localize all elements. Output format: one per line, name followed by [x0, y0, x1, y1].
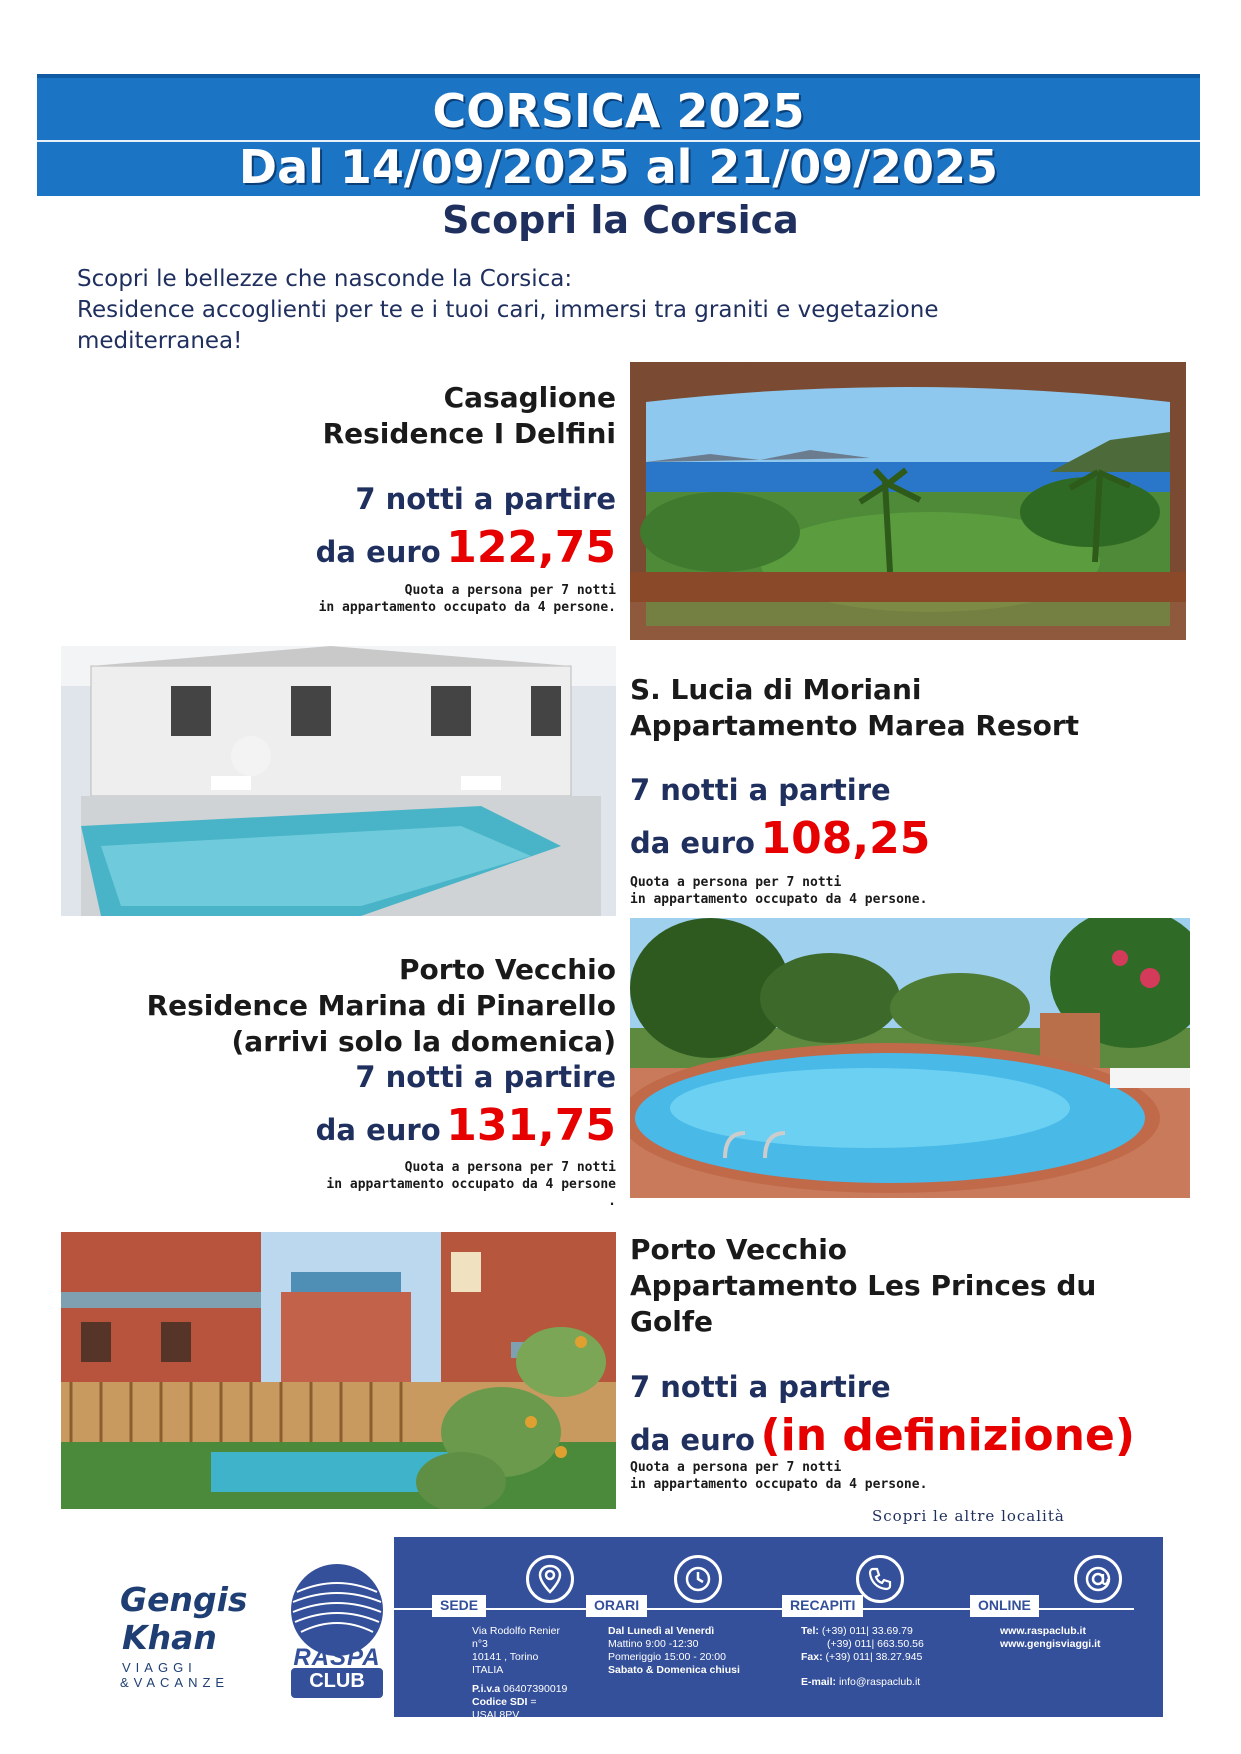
sdi-value: = USAL8PV — [472, 1696, 537, 1721]
offer-2-note-line: Quota a persona per 7 notti — [630, 875, 842, 890]
sede-piva — [472, 1683, 574, 1696]
recapiti-email — [801, 1676, 924, 1689]
offer-4-from-label: da euro — [630, 1423, 755, 1457]
page-title: CORSICA 2025 — [432, 84, 805, 138]
email-label: E-mail: — [801, 1676, 837, 1688]
offer-2-photo — [61, 646, 616, 916]
offer-2-nights: 7 notti a partire — [630, 773, 891, 807]
offer-3-note — [120, 1159, 616, 1210]
offer-3-nights: 7 notti a partire — [355, 1060, 616, 1094]
offer-4-note-line: in appartamento occupato da 4 persone. — [630, 1477, 928, 1492]
gengis-logo-line: Gengis — [120, 1580, 248, 1619]
footer-recapiti — [764, 1537, 964, 1717]
recapiti-details — [801, 1625, 924, 1689]
sede-address: Via Rodolfo Renier n°3 — [472, 1625, 560, 1650]
footer-online — [964, 1537, 1163, 1717]
orari-details — [608, 1625, 740, 1677]
footer-orari — [574, 1537, 764, 1717]
offer-3-note-line: in appartamento occupato da 4 persone — [326, 1177, 616, 1192]
orari-line: Dal Lunedì al Venerdì — [608, 1625, 715, 1637]
footer-label-orari: ORARI — [586, 1595, 647, 1617]
offer-1-note-line: in appartamento occupato da 4 persone. — [318, 600, 616, 615]
round-pool-image — [630, 918, 1190, 1198]
offer-1-place — [180, 380, 616, 452]
offer-3-place — [120, 952, 616, 1060]
raspa-logo-text: RASPA — [293, 1644, 381, 1671]
intro-line: Scopri le bellezze che nasconde la Corsica: — [77, 266, 573, 292]
offer-4-price-row — [630, 1410, 1190, 1461]
offer-4-note — [630, 1459, 1190, 1493]
recapiti-tel — [801, 1625, 924, 1638]
offer-4-place — [630, 1232, 1190, 1340]
raspa-logo-text: CLUB — [309, 1670, 365, 1692]
header-banner — [37, 74, 1200, 196]
offer-3-price: 131,75 — [446, 1100, 616, 1151]
footer-label-sede: SEDE — [432, 1595, 486, 1617]
online-details — [1000, 1625, 1101, 1651]
apartment-complex-image — [61, 1232, 616, 1509]
clock-icon — [674, 1555, 722, 1603]
piva-value: 06407390019 — [503, 1683, 568, 1695]
intro-text — [77, 264, 1077, 357]
fax-value: (+39) 011| 38.27.945 — [825, 1651, 923, 1663]
phone-icon — [856, 1555, 904, 1603]
offer-1-place-line: Residence I Delfini — [322, 417, 616, 450]
offer-2-price-row — [630, 813, 1190, 864]
offer-3-place-line: Porto Vecchio — [398, 953, 616, 986]
contact-footer — [394, 1537, 1163, 1721]
offer-2-from-label: da euro — [630, 826, 755, 860]
offer-1-note — [180, 582, 616, 616]
offer-4-note-line: Quota a persona per 7 notti — [630, 1460, 842, 1475]
subtitle: Scopri la Corsica — [442, 198, 799, 242]
at-sign-icon — [1074, 1555, 1122, 1603]
offer-2-place — [630, 672, 1190, 744]
website-link[interactable]: www.gengisviaggi.it — [1000, 1638, 1101, 1650]
gengis-logo-line: Khan — [122, 1618, 217, 1657]
offer-2-place-line: S. Lucia di Moriani — [630, 673, 922, 706]
gengis-logo-sub: &VACANZE — [120, 1675, 230, 1690]
offer-3-place-line: Residence Marina di Pinarello — [146, 989, 616, 1022]
offer-3-note-line: Quota a persona per 7 notti — [404, 1160, 616, 1175]
offer-1-photo — [630, 362, 1186, 640]
recapiti-fax — [801, 1651, 924, 1664]
tel-label: Tel: — [801, 1625, 819, 1637]
orari-line: Sabato & Domenica chiusi — [608, 1664, 740, 1676]
offer-3-note-line: . — [608, 1194, 616, 1209]
gengis-khan-logo — [120, 1580, 270, 1690]
sede-address: ITALIA — [472, 1664, 504, 1676]
offer-4-place-line: Appartamento Les Princes du — [630, 1269, 1097, 1302]
offer-1-price: 122,75 — [446, 522, 616, 573]
offer-2-note — [630, 874, 1190, 908]
fax-label: Fax: — [801, 1651, 823, 1663]
tel-value[interactable]: (+39) 011| 663.50.56 — [827, 1638, 924, 1650]
offer-4-photo — [61, 1232, 616, 1509]
offer-1-place-line: Casaglione — [443, 381, 616, 414]
email-link[interactable]: info@raspaclub.it — [838, 1676, 921, 1688]
sede-address: 10141 , Torino — [472, 1651, 539, 1663]
offer-3-photo — [630, 918, 1190, 1198]
location-pin-icon — [526, 1555, 574, 1603]
offer-1-note-line: Quota a persona per 7 notti — [404, 583, 616, 598]
offer-2-note-line: in appartamento occupato da 4 persone. — [630, 892, 928, 907]
orari-line: Pomeriggio 15:00 - 20:00 — [608, 1651, 726, 1663]
sdi-label: Codice SDI — [472, 1696, 528, 1708]
piva-label: P.i.v.a — [472, 1683, 501, 1695]
residence-pool-image — [61, 646, 616, 916]
footer-label-online: ONLINE — [970, 1595, 1039, 1617]
sea-view-from-terrace-image — [630, 362, 1186, 640]
offer-1-price-row — [180, 522, 616, 573]
orari-line: Mattino 9:00 -12:30 — [608, 1638, 699, 1650]
offer-4-place-line: Porto Vecchio — [630, 1233, 848, 1266]
more-destinations-link[interactable]: Scopri le altre località — [872, 1507, 1065, 1525]
raspa-club-logo — [287, 1562, 387, 1702]
footer-sede — [394, 1537, 574, 1721]
intro-line: mediterranea! — [77, 328, 243, 354]
offer-3-place-line: (arrivi solo la domenica) — [231, 1025, 616, 1058]
offer-3-from-label: da euro — [315, 1113, 441, 1147]
tel-value[interactable]: (+39) 011| 33.69.79 — [821, 1625, 913, 1637]
intro-line: Residence accoglienti per te e i tuoi cari, immersi tra graniti e vegetazione — [77, 297, 939, 323]
sede-details — [472, 1625, 574, 1722]
offer-4-nights: 7 notti a partire — [630, 1370, 891, 1404]
offer-1-nights: 7 notti a partire — [355, 482, 616, 516]
offer-4-price: (in definizione) — [760, 1410, 1135, 1461]
gengis-logo-sub: VIAGGI — [122, 1660, 197, 1675]
offer-4-place-line: Golfe — [630, 1305, 713, 1338]
offer-2-place-line: Appartamento Marea Resort — [630, 709, 1080, 742]
offer-1-from-label: da euro — [315, 535, 441, 569]
footer-label-recapiti: RECAPITI — [782, 1595, 863, 1617]
date-range: Dal 14/09/2025 al 21/09/2025 — [238, 140, 999, 194]
website-link[interactable]: www.raspaclub.it — [1000, 1625, 1086, 1637]
offer-3-price-row — [120, 1100, 616, 1151]
offer-2-price: 108,25 — [760, 813, 931, 864]
sede-sdi — [472, 1696, 574, 1722]
